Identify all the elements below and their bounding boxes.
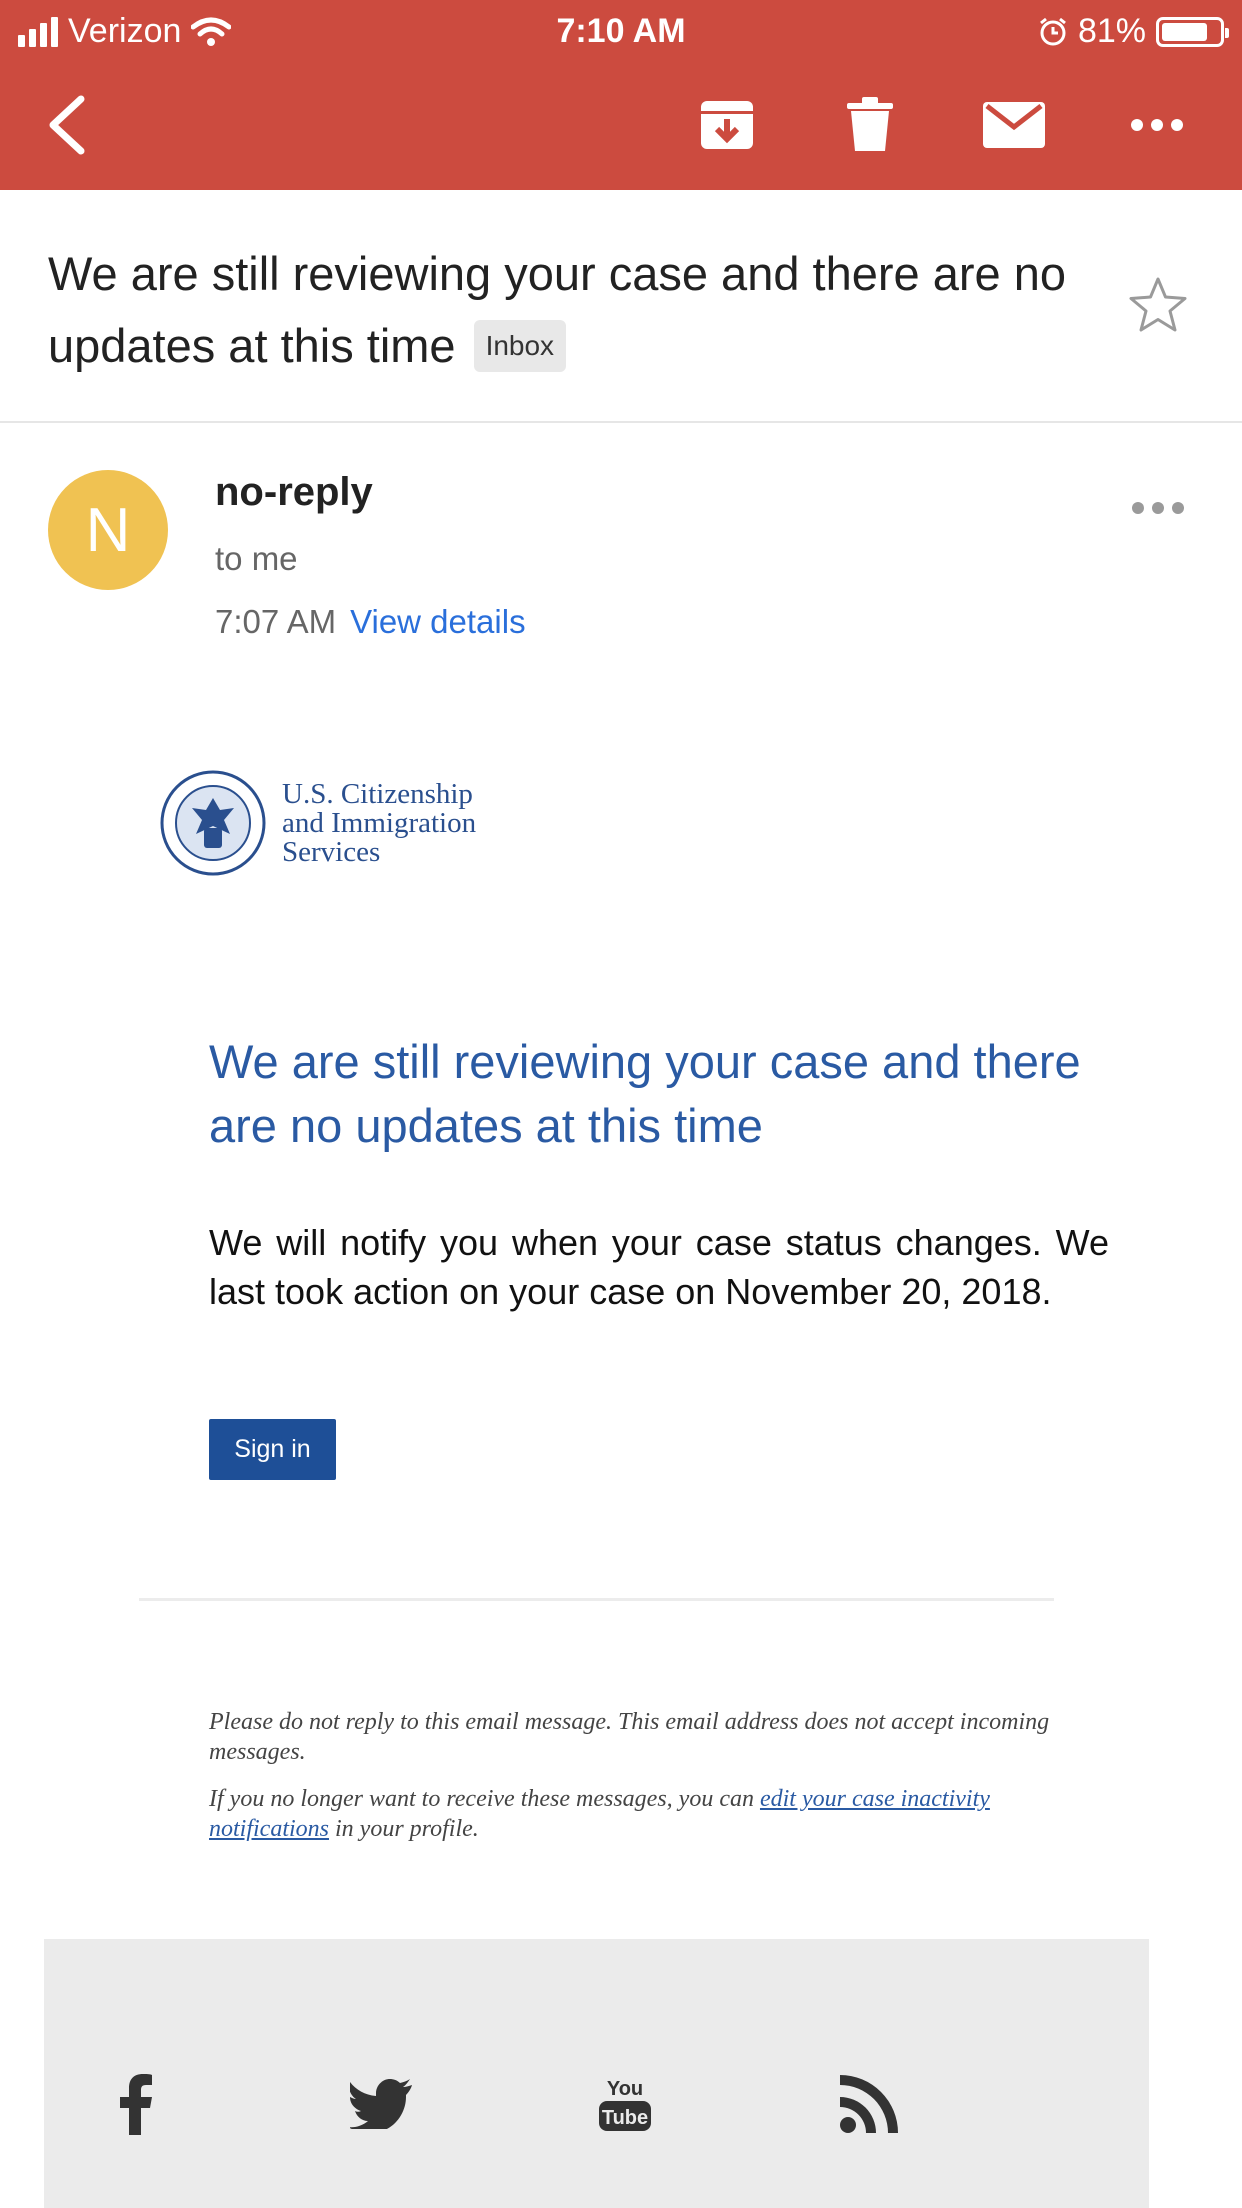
inbox-label[interactable]: Inbox	[474, 320, 567, 372]
view-details-link[interactable]: View details	[350, 603, 526, 640]
more-icon	[1131, 119, 1183, 131]
carrier-name: Verizon	[68, 12, 182, 50]
twitter-link[interactable]	[346, 2069, 416, 2139]
header-divider	[0, 421, 1242, 423]
svg-text:Tube: Tube	[601, 2107, 649, 2129]
rss-icon	[840, 2075, 898, 2133]
archive-icon	[699, 97, 755, 153]
delete-button[interactable]	[835, 90, 905, 160]
logo-line-1: U.S. Citizenship	[282, 777, 473, 810]
facebook-icon	[119, 2073, 153, 2135]
rss-link[interactable]	[834, 2069, 904, 2139]
youtube-link[interactable]	[590, 2069, 660, 2139]
footer-note-2-post: in your profile.	[329, 1816, 479, 1842]
star-icon[interactable]	[1127, 275, 1189, 337]
archive-button[interactable]	[692, 90, 762, 160]
email-paragraph: We will notify you when your case status changes. We last took action on your case on November 20, 2018.	[209, 1222, 1109, 1312]
trash-icon	[847, 97, 893, 153]
email-time: 7:07 AM	[215, 603, 337, 640]
email-subject	[48, 238, 1068, 382]
svg-text:You: You	[606, 2078, 644, 2100]
app-bar	[0, 0, 1242, 190]
avatar[interactable]: N	[48, 470, 168, 590]
footer-note-2-pre: If you no longer want to receive these messages, you can	[209, 1786, 760, 1812]
back-icon	[45, 95, 89, 155]
mail-icon	[983, 102, 1045, 148]
message-more-button[interactable]	[1132, 498, 1184, 518]
body-divider	[139, 1598, 1054, 1601]
footer-note-1: Please do not reply to this email message. This email address does not accept incoming messages.	[209, 1709, 1050, 1765]
email-meta	[215, 603, 526, 641]
toolbar	[0, 82, 1242, 172]
uscis-logo	[160, 770, 476, 876]
dhs-seal-icon	[160, 770, 266, 876]
back-button[interactable]	[32, 90, 102, 160]
twitter-icon	[350, 2079, 412, 2129]
recipient-text: to me	[215, 540, 298, 577]
sign-in-button[interactable]: Sign in	[209, 1419, 336, 1480]
sender-name[interactable]: no-reply	[215, 470, 373, 514]
youtube-icon	[599, 2075, 651, 2133]
battery-icon	[1156, 17, 1224, 47]
more-button[interactable]	[1122, 90, 1192, 160]
edit-notifications-link[interactable]: edit your case inactivity notifications	[209, 1786, 990, 1842]
alarm-icon	[1038, 17, 1068, 47]
logo-line-2: and Immigration	[282, 806, 477, 839]
logo-line-3: Services	[282, 835, 381, 868]
battery-percent: 81%	[1077, 12, 1146, 50]
subject-text: We are still reviewing your case and there are no updates at this time	[48, 247, 1066, 372]
social-links	[44, 1939, 1149, 2208]
facebook-link[interactable]	[101, 2069, 171, 2139]
footer-note-2	[209, 1784, 1109, 1844]
logo-text	[282, 777, 477, 868]
email-headline: We are still reviewing your case and there are no updates at this time	[209, 1035, 1081, 1152]
mark-unread-button[interactable]	[979, 90, 1049, 160]
status-time: 7:10 AM	[556, 12, 686, 50]
status-right	[1038, 12, 1224, 51]
status-bar	[0, 0, 1242, 62]
